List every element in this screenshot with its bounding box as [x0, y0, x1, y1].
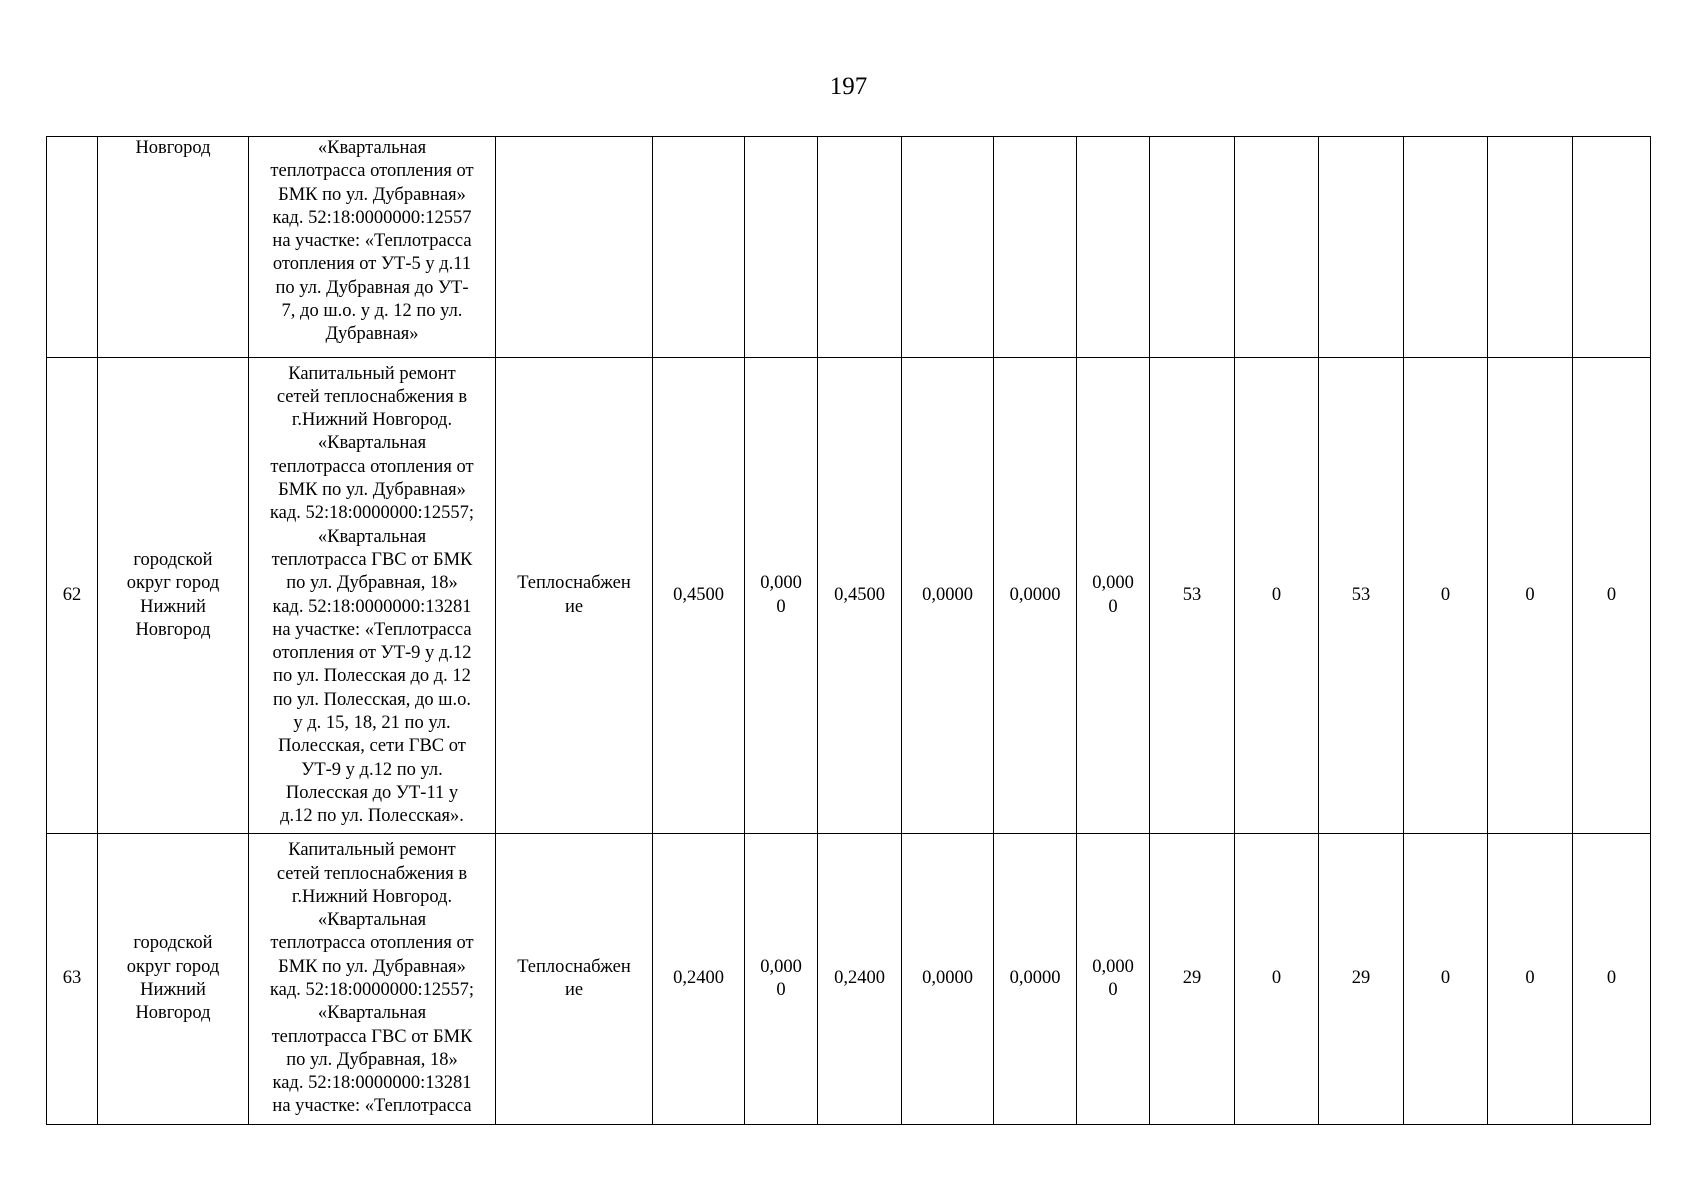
description-line: кад. 52:18:0000000:13281 — [272, 596, 472, 617]
row-number-cell: 62 — [47, 358, 98, 834]
value-cell-10: 0 — [1404, 358, 1488, 834]
value-cell-5 — [994, 137, 1077, 358]
value-cell-11 — [1488, 137, 1573, 358]
value-line: 0,000 — [760, 573, 802, 594]
description-cell — [249, 137, 496, 358]
description-line: сетей теплоснабжения в — [276, 386, 468, 407]
value-line: 0 — [1108, 980, 1118, 1000]
description-line: на участке: «Теплотрасса — [272, 231, 472, 252]
value-cell-12: 0 — [1573, 834, 1651, 1125]
value-cell-2 — [745, 137, 818, 358]
description-line: кад. 52:18:0000000:13281 — [272, 1073, 472, 1094]
municipality-cell — [98, 137, 249, 358]
value-cell-6 — [1077, 358, 1150, 834]
municipality-line: Нижний — [140, 596, 206, 617]
municipality-line: Новгород — [135, 138, 211, 158]
row-number-cell — [47, 137, 98, 358]
municipality-cell — [98, 358, 249, 834]
description-line: кад. 52:18:0000000:12557; — [269, 980, 475, 1000]
value-cell-9: 53 — [1319, 358, 1404, 834]
type-line: ие — [564, 980, 584, 1000]
value-cell-7 — [1150, 137, 1235, 358]
description-line: теплотрасса отопления от — [270, 161, 474, 182]
municipality-line: Новгород — [135, 619, 211, 640]
data-table — [46, 136, 1651, 1125]
description-line: г.Нижний Новгород. — [291, 886, 453, 907]
description-line: теплотрасса отопления от — [270, 933, 474, 954]
description-line: на участке: «Теплотрасса — [272, 1096, 472, 1117]
description-line: «Квартальная — [317, 526, 427, 547]
description-line: теплотрасса ГВС от БМК — [271, 1026, 473, 1047]
description-line: г.Нижний Новгород. — [291, 410, 453, 431]
page-number: 197 — [829, 73, 868, 100]
value-cell-10: 0 — [1404, 834, 1488, 1125]
value-line: 0,000 — [1092, 956, 1134, 977]
description-line: кад. 52:18:0000000:12557; — [269, 503, 475, 524]
municipality-line: городской — [133, 933, 213, 954]
type-line: ие — [564, 596, 584, 617]
value-cell-3 — [818, 137, 902, 358]
value-cell-3: 0,2400 — [818, 834, 902, 1125]
value-line: 0,000 — [760, 956, 802, 977]
description-line: д.12 по ул. Полесская». — [280, 806, 464, 827]
value-cell-7: 29 — [1150, 834, 1235, 1125]
value-cell-9 — [1319, 137, 1404, 358]
table-row — [47, 834, 1651, 1125]
table-row — [47, 137, 1651, 358]
municipality-line: городской — [133, 549, 213, 570]
value-cell-8: 0 — [1235, 358, 1319, 834]
value-cell-2 — [745, 834, 818, 1125]
description-line: на участке: «Теплотрасса — [272, 619, 472, 640]
type-cell — [496, 358, 653, 834]
value-cell-9: 29 — [1319, 834, 1404, 1125]
description-cell — [249, 834, 496, 1125]
value-cell-5: 0,0000 — [994, 834, 1077, 1125]
description-line: у д. 15, 18, 21 по ул. — [293, 712, 451, 733]
value-cell-2 — [745, 358, 818, 834]
municipality-cell — [98, 834, 249, 1125]
value-cell-3: 0,4500 — [818, 358, 902, 834]
municipality-line: округ город — [126, 956, 220, 977]
type-line: Теплоснабжен — [517, 573, 631, 594]
value-line: 0 — [1108, 596, 1118, 617]
value-line: 0 — [776, 980, 786, 1000]
value-cell-4: 0,0000 — [902, 358, 994, 834]
value-cell-8 — [1235, 137, 1319, 358]
description-line: теплотрасса отопления от — [270, 456, 474, 477]
description-line: кад. 52:18:0000000:12557 — [272, 207, 472, 228]
value-line: 0,000 — [1092, 573, 1134, 594]
description-line: сетей теплоснабжения в — [276, 863, 468, 884]
description-line: «Квартальная — [317, 1003, 427, 1024]
value-cell-12 — [1573, 137, 1651, 358]
description-cell — [249, 358, 496, 834]
type-cell — [496, 834, 653, 1125]
description-line: 7, до ш.о. у д. 12 по ул. — [281, 301, 463, 322]
table-row — [47, 358, 1651, 834]
municipality-line: Нижний — [140, 980, 206, 1000]
description-line: «Квартальная — [317, 138, 427, 158]
description-line: «Квартальная — [317, 433, 427, 454]
description-line: Капитальный ремонт — [288, 840, 456, 861]
value-cell-4 — [902, 137, 994, 358]
type-cell — [496, 137, 653, 358]
value-cell-8: 0 — [1235, 834, 1319, 1125]
description-line: БМК по ул. Дубравная» — [278, 184, 466, 205]
value-cell-11: 0 — [1488, 358, 1573, 834]
municipality-line: округ город — [126, 573, 220, 594]
value-cell-6 — [1077, 834, 1150, 1125]
value-cell-5: 0,0000 — [994, 358, 1077, 834]
description-line: теплотрасса ГВС от БМК — [271, 549, 473, 570]
description-line: отопления от УТ-5 у д.11 — [272, 254, 472, 275]
description-line: Дубравная» — [325, 324, 419, 345]
description-line: Полесская до УТ-11 у — [285, 782, 459, 803]
description-line: по ул. Дубравная, 18» — [286, 573, 458, 594]
value-cell-6 — [1077, 137, 1150, 358]
value-cell-1 — [653, 137, 745, 358]
value-line: 0 — [776, 596, 786, 617]
value-cell-10 — [1404, 137, 1488, 358]
description-line: отопления от УТ-9 у д.12 — [272, 643, 472, 664]
value-cell-1: 0,4500 — [653, 358, 745, 834]
description-line: БМК по ул. Дубравная» — [278, 956, 466, 977]
description-line: УТ-9 у д.12 по ул. — [301, 759, 443, 780]
value-cell-12: 0 — [1573, 358, 1651, 834]
value-cell-1: 0,2400 — [653, 834, 745, 1125]
row-number-cell: 63 — [47, 834, 98, 1125]
description-line: Полесская, сети ГВС от — [278, 736, 466, 757]
value-cell-11: 0 — [1488, 834, 1573, 1125]
value-cell-7: 53 — [1150, 358, 1235, 834]
description-line: «Квартальная — [317, 910, 427, 931]
description-line: по ул. Дубравная, 18» — [286, 1049, 458, 1070]
value-cell-4: 0,0000 — [902, 834, 994, 1125]
description-line: по ул. Дубравная до УТ- — [275, 277, 469, 298]
municipality-line: Новгород — [135, 1003, 211, 1024]
description-line: по ул. Полесская до д. 12 — [273, 666, 471, 687]
description-line: Капитальный ремонт — [288, 363, 456, 384]
type-line: Теплоснабжен — [517, 956, 631, 977]
description-line: БМК по ул. Дубравная» — [278, 480, 466, 501]
description-line: по ул. Полесская, до ш.о. — [272, 689, 472, 710]
